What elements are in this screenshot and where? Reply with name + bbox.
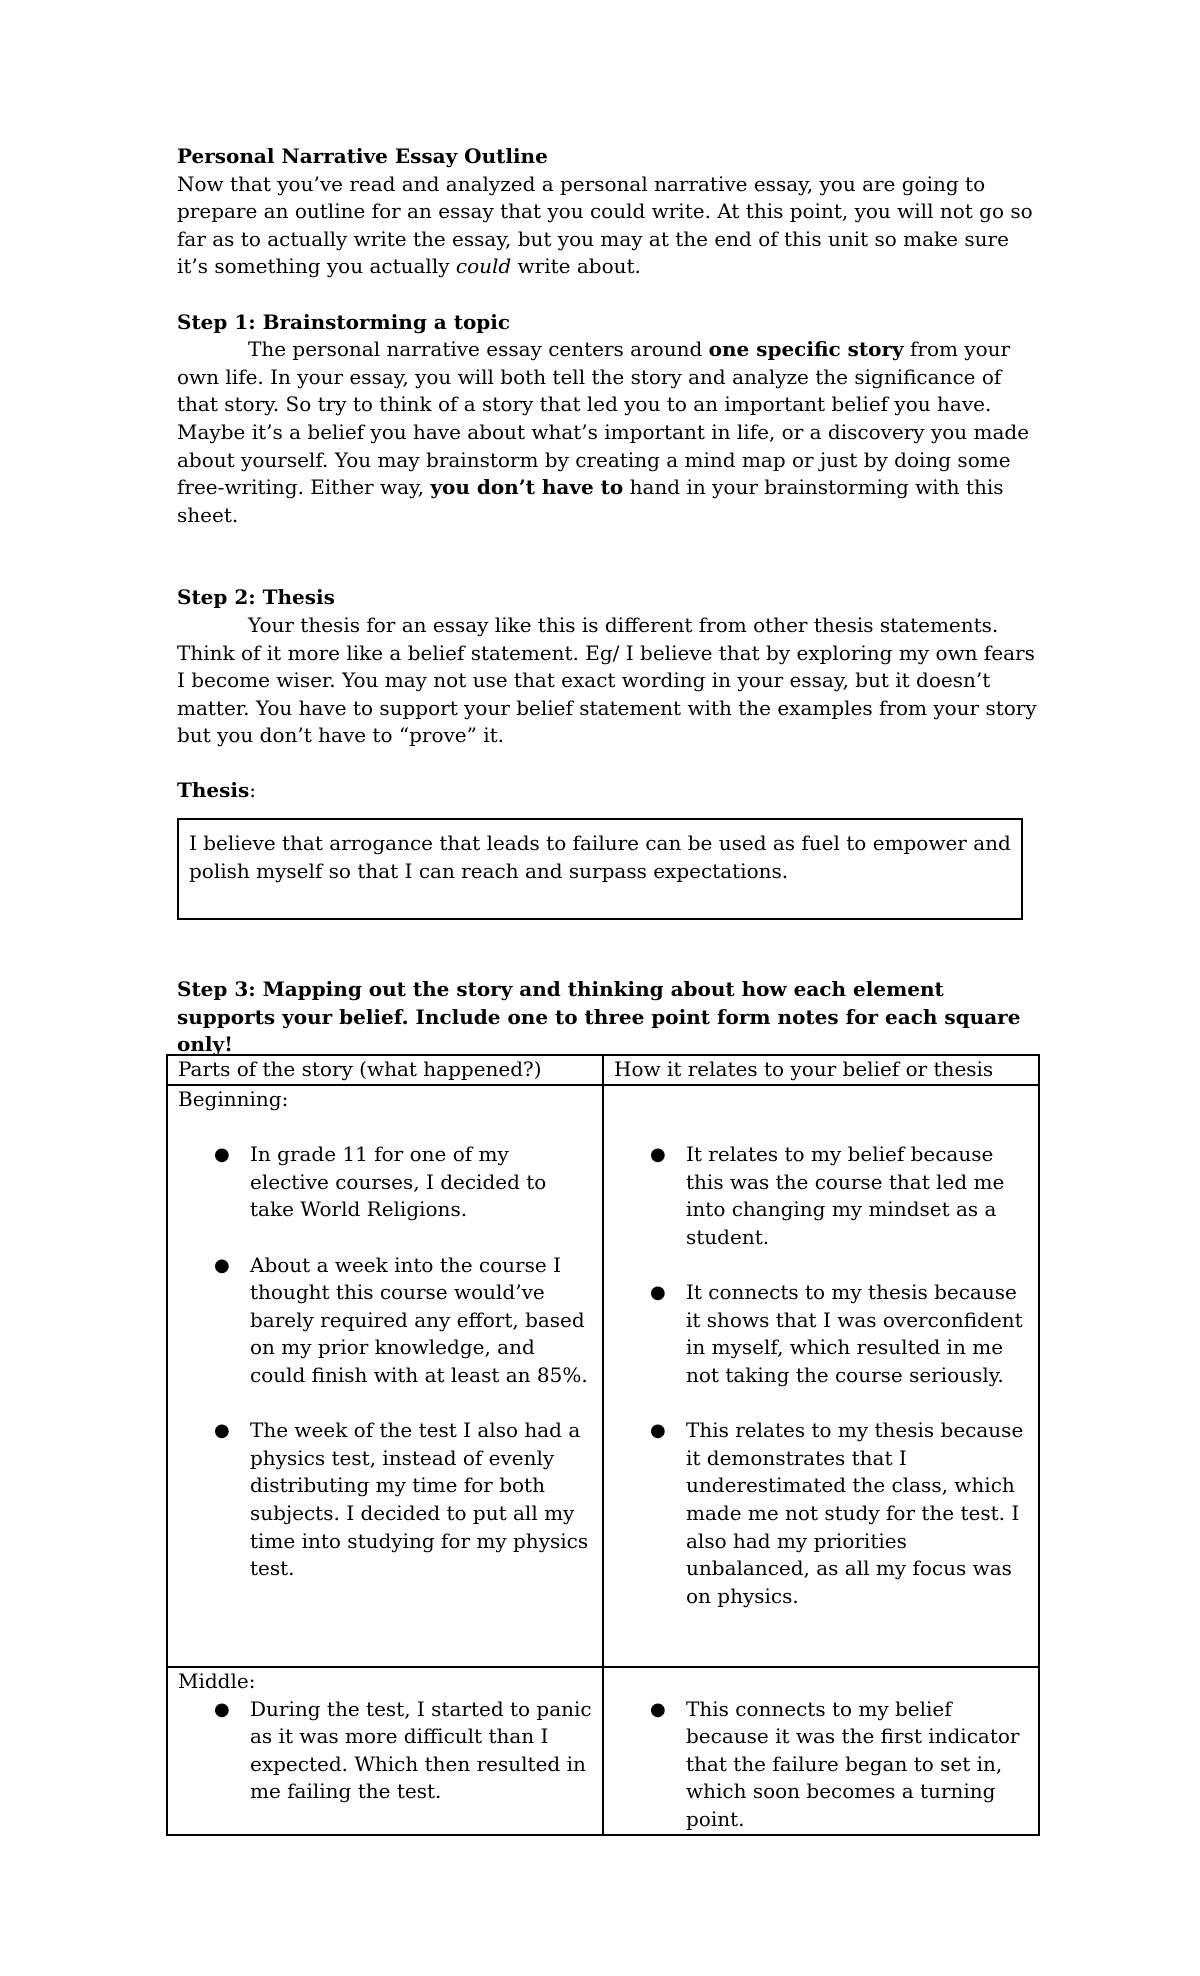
list-item	[178, 1141, 592, 1224]
beginning-story-cell	[167, 1085, 603, 1667]
list-item	[178, 1696, 592, 1806]
middle-story-list	[178, 1696, 592, 1806]
list-item	[614, 1696, 1028, 1834]
bullet-icon: ●	[214, 1698, 230, 1720]
list-item-text: This connects to my belief because it was the first indicator that the failure began to set in, which soon becomes a turning point.	[686, 1696, 1020, 1831]
intro-paragraph	[177, 171, 1037, 281]
list-item-text: The week of the test I also had a physics test, instead of evenly distributing my time for both subjects. I decided to put all my time into studying for my physics test.	[250, 1418, 589, 1581]
step1-paragraph	[177, 336, 1037, 529]
list-item-text: It relates to my belief because this was the course that led me into changing my mindset as a student.	[686, 1142, 1005, 1249]
step1-bold-2: you don’t have to	[430, 475, 624, 500]
list-item-text: This relates to my thesis because it demonstrates that I underestimated the class, which made me not study for the test. I also had my priorities unbalanced, as all my focus was on physics.	[686, 1418, 1024, 1608]
intro-text: Now that you’ve read and analyzed a personal narrative essay, you are going to prepare an outline for an essay that you could write. At this point, you will not go so far as to actually write the essay, but you may at the end of this unit so make sure it’s something you actually	[177, 171, 1033, 279]
thesis-label	[177, 777, 1037, 805]
column-header-relation: How it relates to your belief or thesis	[603, 1055, 1039, 1085]
list-item	[614, 1279, 1028, 1389]
list-item	[614, 1417, 1028, 1610]
bullet-icon: ●	[650, 1420, 666, 1442]
middle-relation-cell	[603, 1667, 1039, 1835]
step2-heading: Step 2: Thesis	[177, 585, 335, 610]
beginning-label: Beginning:	[178, 1087, 289, 1111]
step2-paragraph: Your thesis for an essay like this is different from other thesis statements. Think of it more like a belief statement. Eg/ I believe that by exploring my own fears I become wiser. You may not use that exact wording in your essay, but it doesn’t matter. You have to support your belief statement with the examples from your story but you don’t have to “prove” it.	[177, 612, 1037, 748]
list-item	[178, 1417, 592, 1583]
bullet-icon: ●	[650, 1698, 666, 1720]
bullet-icon: ●	[214, 1144, 230, 1166]
list-item	[178, 1252, 592, 1390]
bullet-icon: ●	[214, 1254, 230, 1276]
beginning-story-list	[178, 1141, 592, 1583]
step1-text-2: from your own life. In your essay, you will both tell the story and analyze the significance of that story. So try to think of a story that led you to an important belief you have. Maybe it’s a belief you have about what’s important in life, or a discovery you made about yourself. You may brainstorm by creating a mind map or just by doing some free-writing. Either way,	[177, 337, 1030, 500]
bullet-icon: ●	[214, 1420, 230, 1442]
table-row-beginning	[167, 1085, 1039, 1667]
table-header-row	[167, 1055, 1039, 1085]
thesis-label-colon: :	[249, 778, 257, 803]
bullet-icon: ●	[650, 1144, 666, 1166]
list-item-text: In grade 11 for one of my elective courses, I decided to take World Religions.	[250, 1142, 547, 1222]
thesis-label-text: Thesis	[177, 778, 250, 803]
step3-heading: Step 3: Mapping out the story and thinking about how each element supports your belief. Include one to three point form notes for each square only!	[177, 977, 1021, 1057]
document-body	[177, 143, 1037, 1059]
story-table	[166, 1054, 1040, 1836]
table-row-middle	[167, 1667, 1039, 1835]
thesis-box	[177, 818, 1023, 920]
list-item-text: About a week into the course I thought this course would’ve barely required any effort, based on my prior knowledge, and could finish with at least an 85%.	[250, 1252, 588, 1387]
beginning-relation-cell	[603, 1085, 1039, 1667]
middle-label: Middle:	[178, 1669, 256, 1693]
beginning-relation-list	[614, 1141, 1028, 1610]
thesis-text: I believe that arrogance that leads to failure can be used as fuel to empower and polish myself so that I can reach and surpass expectations.	[189, 831, 1011, 883]
list-item-text: During the test, I started to panic as it was more difficult than I expected. Which then resulted in me failing the test.	[250, 1696, 592, 1804]
list-item	[614, 1141, 1028, 1251]
document-title: Personal Narrative Essay Outline	[177, 144, 548, 168]
list-item-text: It connects to my thesis because it shows that I was overconfident in myself, which resulted in me not taking the course seriously.	[686, 1280, 1023, 1387]
bullet-icon: ●	[650, 1282, 666, 1304]
middle-relation-list	[614, 1668, 1028, 1834]
step1-bold-1: one specific story	[708, 337, 904, 362]
step1-text-3: hand in your brainstorming with this sheet.	[177, 475, 1004, 527]
intro-text-end: write about.	[511, 254, 641, 279]
middle-story-cell	[167, 1667, 603, 1835]
step1-heading: Step 1: Brainstorming a topic	[177, 309, 511, 334]
intro-italic: could	[455, 254, 512, 279]
column-header-story: Parts of the story (what happened?)	[167, 1055, 603, 1085]
step1-text-1: The personal narrative essay centers around	[248, 337, 709, 362]
